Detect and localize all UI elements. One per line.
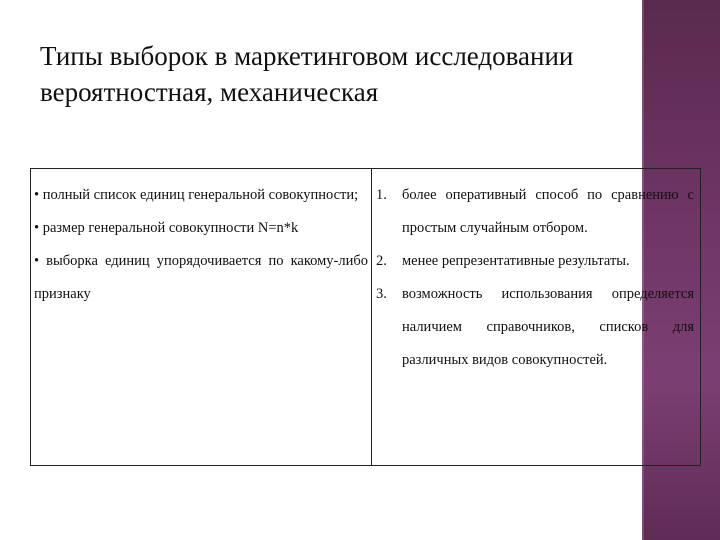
left-column [31, 169, 372, 465]
slide-title-line-1: Типы выборок в маркетинговом исследовании [40, 41, 574, 71]
item-text: менее репрезентативные результаты. [402, 253, 630, 269]
slide-title [40, 38, 700, 110]
numbered-item [376, 278, 694, 377]
item-number: 2. [376, 253, 387, 269]
item-text: возможность использования определяется наличием справочников, списков для различных видов совокупностей. [402, 286, 694, 368]
left-bullet-item: • выборка единиц упорядочивается по какому-либо признаку [34, 253, 368, 302]
left-bullet-item: • полный список единиц генеральной совокупности; [34, 187, 359, 203]
content-table [30, 168, 701, 466]
slide-title-line-2: вероятностная, механическая [40, 77, 379, 107]
right-column [372, 169, 700, 465]
left-bullet-item: • размер генеральной совокупности N=n*k [34, 220, 299, 236]
item-text: более оперативный способ по сравнению с простым случайным отбором. [402, 187, 694, 236]
item-number: 1. [376, 187, 387, 203]
numbered-item [376, 245, 694, 278]
item-number: 3. [376, 286, 387, 302]
numbered-item [376, 179, 694, 245]
